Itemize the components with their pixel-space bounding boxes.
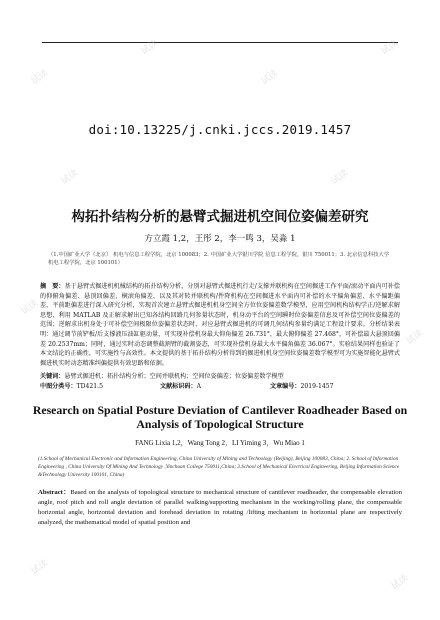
watermark: 试读 xyxy=(59,168,81,187)
watermark: 试读 xyxy=(19,298,41,317)
keywords-chinese xyxy=(40,372,400,382)
article-no-value: 2019-1457 xyxy=(300,383,334,390)
authors-english: FANG Lixia 1,2，Wang Tong 2，LI Yiming 3，Wu Miao 1 xyxy=(135,439,305,447)
clc-value: TD421.5 xyxy=(76,383,103,390)
watermark: 试读 xyxy=(404,328,426,347)
affiliation-english: (1.School of Mechanical Electronic and Information Engineering, China University of Mining and Technology (Beijing), Beijing 100083, China; 2. School of Information Engineering , China University Of Mining And Technology ,Yinchuan College 750011,China; 3.School of Mechanical Electrical Engineering, Beijing Information Science &Technology University 100101, China) xyxy=(38,456,400,479)
watermark: 试读 xyxy=(259,68,281,87)
clc-label: 中图分类号： xyxy=(40,383,77,390)
doc-code-label: 文献标识码： xyxy=(160,383,197,390)
title-chinese: 构拓扑结构分析的悬臂式掘进机空间位姿偏差研究 xyxy=(71,209,369,225)
keywords-chinese-label: 关键词： xyxy=(40,373,65,380)
doc-code-value: A xyxy=(196,383,201,390)
abstract-english xyxy=(38,488,402,528)
watermark: 试读 xyxy=(329,168,351,187)
abstract-english-label: Abstract： xyxy=(38,489,71,496)
authors-chinese: 方立霞 1,2，王彤 2，李一鸣 3，吴淼 1 xyxy=(144,234,296,244)
abstract-chinese xyxy=(40,282,400,368)
header-rule xyxy=(42,42,398,43)
watermark: 试读 xyxy=(29,558,51,577)
title-english: Research on Spatial Posture Deviation of Cantilever Roadheader Based on Analysis of Topological Structure xyxy=(32,403,408,431)
watermark: 试读 xyxy=(389,573,411,592)
doi: doi:10.13225/j.cnki.jccs.2019.1457 xyxy=(88,122,352,137)
abstract-english-text: Based on the analysis of topological structure to mechanical structure of cantilever roadheader, the compensable elevation angle, roof pitch and roll angle deviation of parallel walking/supporting mechanism in the working/rolling plane, the compensable horizontal angle, horizontal deviation and forehead deviation in rotating /lifting mechanism in horizontal plane are respectively analyzed, the mathematical model of spatial position and xyxy=(38,489,402,527)
keywords-chinese-text: 悬臂式掘进机；拓扑结构分析；空间并联机构；空间位姿偏差；位姿偏差数学模型 xyxy=(64,373,284,380)
watermark: 试读 xyxy=(29,68,51,87)
affiliation-chinese: （1.中国矿业大学（北京） 机电与信息工程学院，北京 100083；2. 中国矿业大学银川学院 信息工程学院，银川 750011；3. 北京信息科技大学 机电工程学院，北京 100101） xyxy=(48,252,390,266)
abstract-chinese-text: 基于悬臂式掘进机机械结构的拓扑结构分析，分别对悬臂式掘进机行走/支撑并联机构在空间掘进工作平面/滚动平面内可补偿的仰俯角偏差、悬顶回偏差、横滚角偏差，以及其对转并联机构/件降机构在空间掘进水平面内可补偿的水平偏角偏差、水平偏距偏差、平前距偏差进行深入研究分析，实现首次建立悬臂式掘进机机身空间全方位位姿偏差数学模型，应用空间机构结构学正/逆解求解思想，利用 MATLAB 及正解求解出已知各结构回路几何参量状态时，机身动平台的空间瞬时位姿偏差信息及可补偿空间位姿偏差的范围；逆解求出机身处于可补偿空间极限位姿偏差状态时，对应悬臂式掘进机的可调几何结构参量约满足工程设计要求。分析结果表明：通过调节前铲板/后支撑液压油缸驱动量，可实现补偿机身最大仰角偏差 26.731°，最大俯仰偏差 27.468°，可补偿最大悬顶回偏差 20.2537mm；同时，通过实时动态调整截割臂的截割姿态，可实现补偿机身最大水平偏角偏差 36.067°。实验结果同样也验证了本文结论的正确性，可实施性与高效性。本文提供的基于拓扑结构分析得到的掘进机机身空间位姿偏差数学模型可为实施智能化悬臂式掘进机实时动态精准纠偏提供有效思路和依据。 xyxy=(40,283,401,367)
classification-chinese xyxy=(40,382,400,392)
watermark: 试读 xyxy=(139,38,161,57)
watermark: 试读 xyxy=(379,38,401,57)
abstract-chinese-label: 摘 要： xyxy=(40,283,65,290)
article-no-label: 文章编号： xyxy=(270,383,301,390)
